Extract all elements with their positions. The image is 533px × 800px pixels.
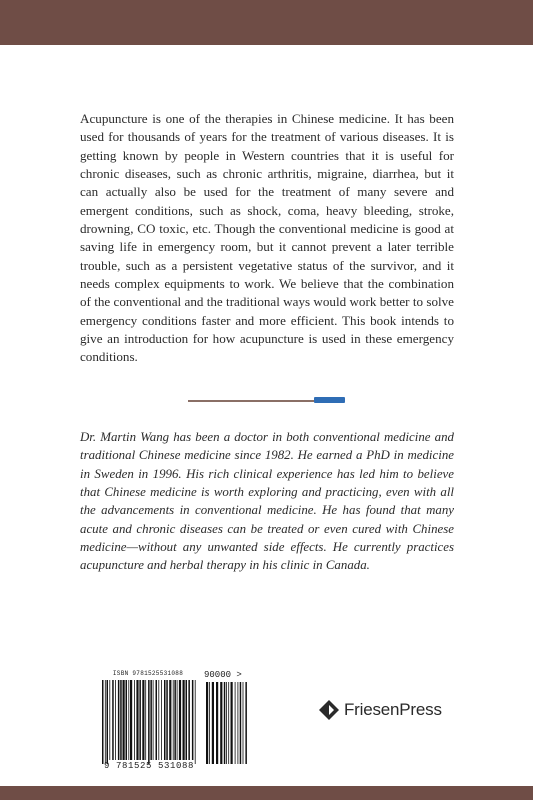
publisher-mark xyxy=(318,696,442,724)
section-divider xyxy=(188,397,345,404)
friesenpress-logo-icon xyxy=(318,699,340,721)
divider-line xyxy=(188,400,316,402)
publisher-name: FriesenPress xyxy=(344,700,442,719)
book-description: Acupuncture is one of the therapies in Chinese medicine. It has been used for thousands of years for the treatment of various diseases. It is getting known by people in Western countries that it is useful for chronic diseases, such as chronic arthritis, migraine, diarrhea, but it can actually also be used for the treatment of many severe and emergent conditions, such as shock, coma, heavy bleeding, stroke, drowning, CO toxic, etc. Though the conventional medicine is good at saving life in emergency room, but it cannot prevent a later terrible trouble, such as a persistent vegetative status of the survivor, and it needs complex equipments to work. We believe that the combination of the conventional and the traditional ways would work better to solve emergency conditions faster and more efficient. This book intends to give an introduction for how acupuncture is used in these emergency conditions. xyxy=(80,111,454,365)
bottom-color-band xyxy=(0,786,533,800)
top-color-band xyxy=(0,0,533,45)
pen-icon xyxy=(314,397,345,403)
isbn-barcode xyxy=(96,668,254,774)
isbn-label: ISBN 9781525531088 xyxy=(112,670,184,677)
price-code: 90000 > xyxy=(204,670,242,680)
author-bio: Dr. Martin Wang has been a doctor in both conventional medicine and traditional Chinese medicine since 1982. He earned a PhD in medicine in Sweden in 1996. His rich clinical experience has led him to believe that Chinese medicine is worth exploring and practicing, even with all the advancements in conventional medicine. He has found that many acute and chronic diseases can be treated or even cured with Chinese medicine—without any unwanted side effects. He currently practices acupuncture and herbal therapy in his clinic in Canada. xyxy=(80,430,454,573)
isbn-digits: 9 781525 531088 xyxy=(103,761,194,771)
barcode-bars xyxy=(96,668,254,774)
